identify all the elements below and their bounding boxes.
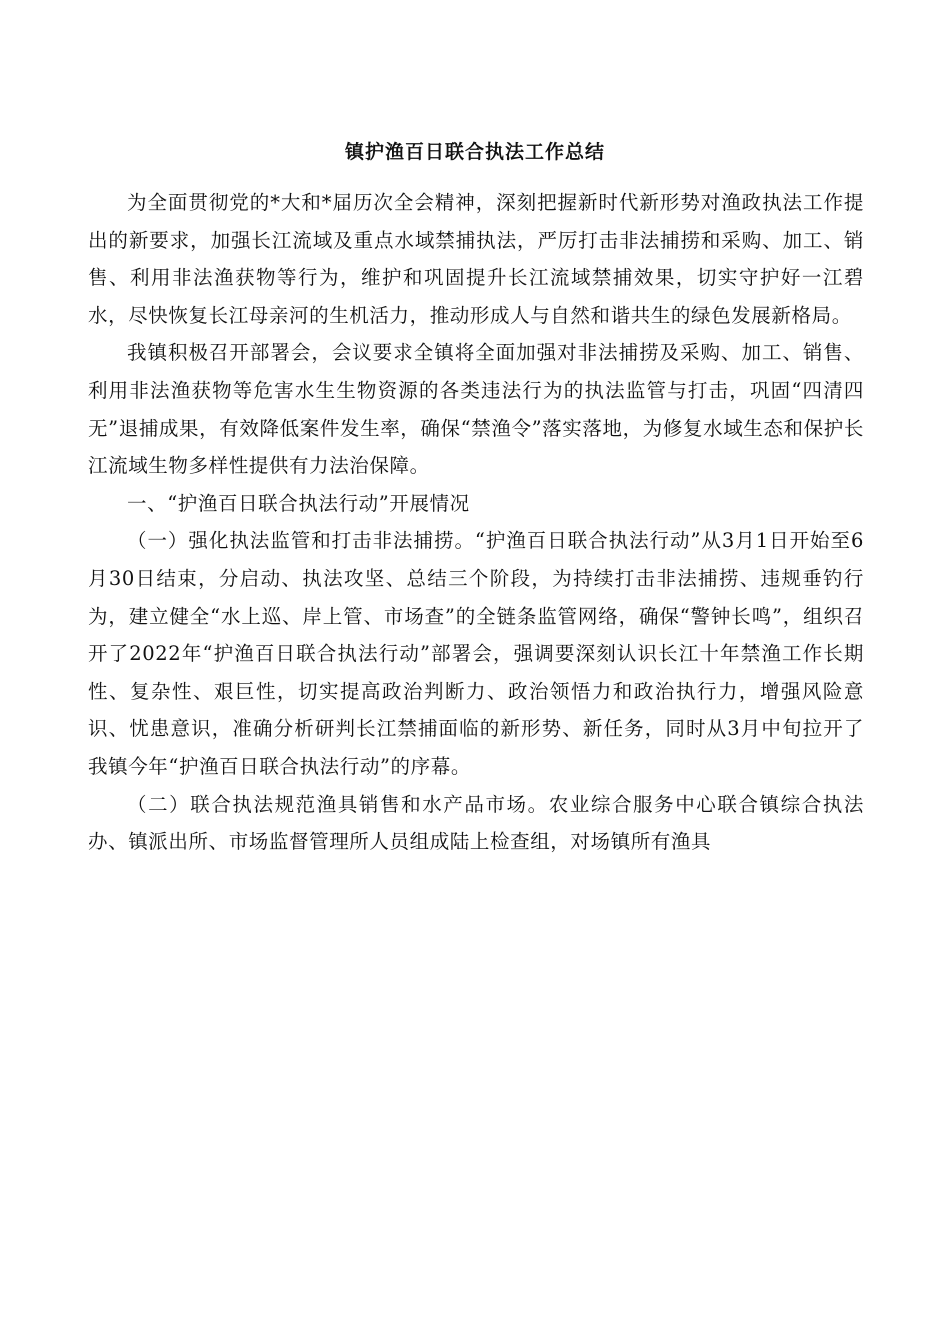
document-body [88, 184, 864, 861]
meeting-paragraph: 我镇积极召开部署会，会议要求全镇将全面加强对非法捕捞及采购、加工、销售、利用非法渔获物等危害水生生物资源的各类违法行为的执法监管与打击，巩固“四清四无”退捕成果，有效降低案件发生率，确保“禁渔令”落实落地，为修复水域生态和保护长江流域生物多样性提供有力法治保障。 [88, 341, 864, 478]
intro-paragraph: 为全面贯彻党的*大和*届历次全会精神，深刻把握新时代新形势对渔政执法工作提出的新要求，加强长江流域及重点水域禁捕执法，严厉打击非法捕捞和采购、加工、销售、利用非法渔获物等行为，维护和巩固提升长江流域禁捕效果，切实守护好一江碧水，尽快恢复长江母亲河的生机活力，推动形成人与自然和谐共生的绿色发展新格局。 [88, 191, 864, 327]
section-heading: 一、“护渔百日联合执法行动”开展情况 [127, 491, 470, 515]
subsection-2-paragraph: （二）联合执法规范渔具销售和水产品市场。农业综合服务中心联合镇综合执法办、镇派出所、市场监督管理所人员组成陆上检查组，对场镇所有渔具 [88, 792, 864, 854]
subsection-1-paragraph: （一）强化执法监管和打击非法捕捞。“护渔百日联合执法行动”从3月1日开始至6月30日结束，分启动、执法攻坚、总结三个阶段，为持续打击非法捕捞、违规垂钓行为，建立健全“水上巡、岸上管、市场查”的全链条监管网络，确保“警钟长鸣”，组织召开了2022年“护渔百日联合执法行动”部署会，强调要深刻认识长江十年禁渔工作长期性、复杂性、艰巨性，切实提高政治判断力、政治领悟力和政治执行力，增强风险意识、忧患意识，准确分析研判长江禁捕面临的新形势、新任务，同时从3月中旬拉开了我镇今年“护渔百日联合执法行动”的序幕。 [88, 529, 864, 778]
document-title: 镇护渔百日联合执法工作总结 [344, 141, 605, 163]
